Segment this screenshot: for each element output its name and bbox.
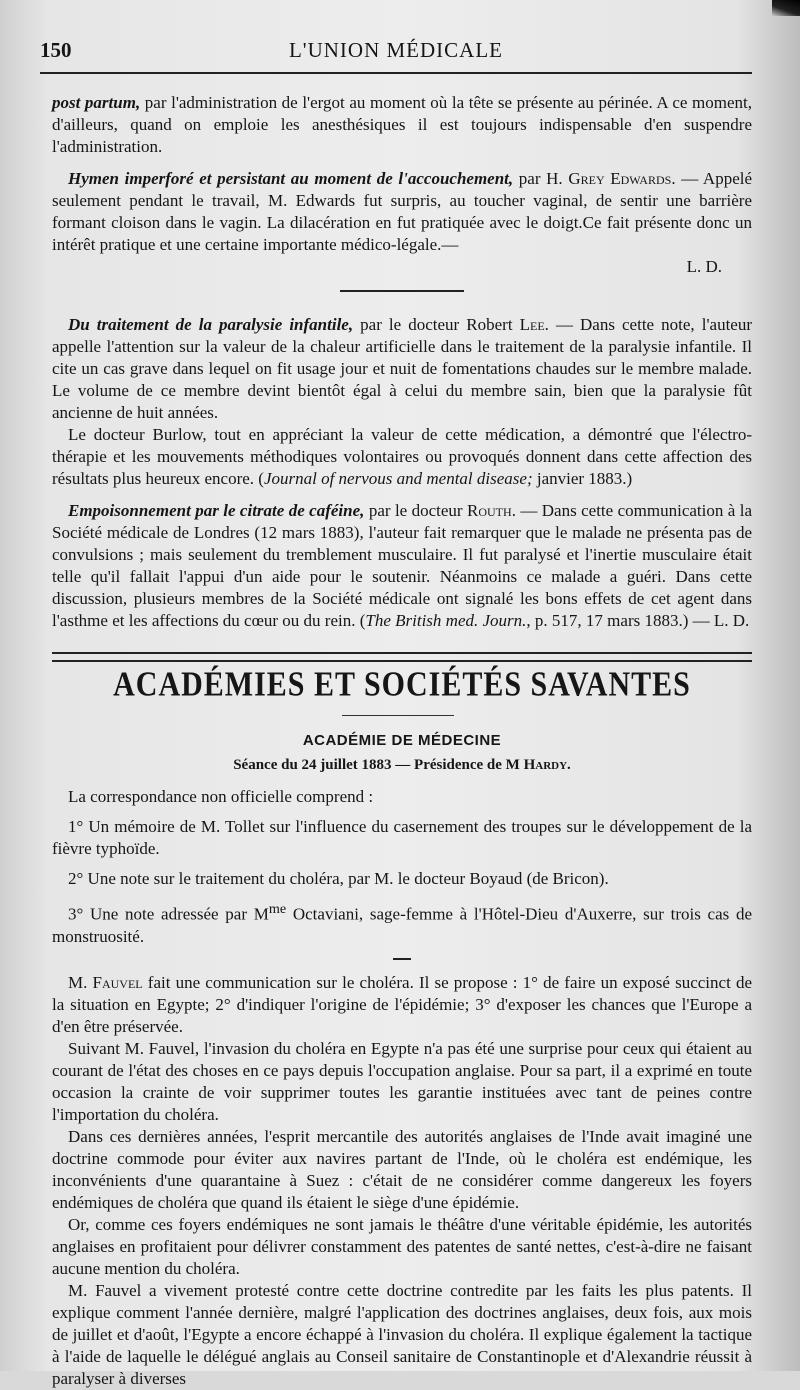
paragraph-tail: janvier 1883.)	[532, 469, 633, 488]
paragraph-hymen	[52, 168, 752, 256]
separator-rule	[340, 290, 464, 292]
author-name: Routh	[467, 501, 512, 520]
correspondance-intro: La correspondance non officielle comprend :	[68, 787, 374, 806]
seance-suffix: .	[567, 757, 571, 773]
lower-column	[52, 786, 752, 1390]
separator-rule	[393, 958, 411, 960]
paragraph-lead: Empoisonnement par le citrate de caféine,	[68, 501, 365, 520]
paragraph-body: par l'administration de l'ergot au moment où la tête se présente au périnée. A ce moment, d'ailleurs, quand on emploie les anesthésiques il est toujours indispensable d'en suspendre l'administration.	[52, 93, 752, 156]
page-header	[40, 38, 752, 72]
paragraph-tail: , p. 517, 17 mars 1883.) — L. D.	[526, 611, 750, 630]
paragraph-fauvel: Suivant M. Fauvel, l'invasion du choléra en Egypte n'a pas été une surprise pour ceux qui étaient au courant de l'état des choses en ce pays depuis l'occupation anglaise. Pour sa part, il a exprimé en toute occasion la crainte de voir supprimer toutes les garantie instituées avec tant de peines contre l'importation du choléra.	[52, 1038, 752, 1124]
paragraph-fauvel-intro	[52, 972, 752, 1038]
paragraph-body: . — Dans cette note, l'auteur appelle l'attention sur la valeur de la chaleur artificielle dans le traitement de la paralysie infantile. Il cite un cas grave dans lequel on fit usage jour et nuit de fomentations chaudes sur le membre malade. Le volume de ce membre devint bientôt égal à celui du membre sain, bien que la paralysie fût ancienne de huit années.	[52, 315, 752, 422]
paragraph-body: . — Dans cette communication à la Société médicale de Londres (12 mars 1883), l'auteur fait remarquer que le malade ne présenta pas de convulsions ; mais seulement du tremblement musculaire. Il fut paralysé et l'inertie musculaire était telle qu'il fallait l'appui d'un aide pour le soutenir. Néanmoins ce malade a guéri. Dans cette discussion, plusieurs membres de la Société médicale ont signalé les bons effets de cet agent dans l'asthme et les affections du cœur ou du rein. (	[52, 501, 752, 630]
paragraph-body: . — Appelé seulement pendant le travail, M. Edwards fut surpris, au toucher vaginal, de sentir une barrière formant cloison dans le vagin. La dilacération en fut pratiquée avec le doigt.Ce fait présente donc un intérêt pratique et une certaine importante médico-légale.—	[52, 169, 753, 254]
paragraph-by: par le docteur Robert	[353, 315, 520, 334]
page-number: 150	[40, 38, 72, 62]
paragraph-lead: Hymen imperforé et persistant au moment de l'accouchement,	[68, 169, 514, 188]
correspondance-item	[52, 898, 752, 948]
author-name: Lee	[519, 315, 545, 334]
paragraph-by: par le docteur	[364, 501, 468, 520]
journal-citation: The British med. Journ.	[365, 611, 527, 630]
paragraph-fauvel: Or, comme ces foyers endémiques ne sont jamais le théâtre d'une véritable épidémie, les autorités anglaises en profitaient pour délivrer constamment des patentes de santé nettes, c'est-à-dire ne faisant aucune mention du choléra.	[52, 1214, 752, 1278]
running-title: L'UNION MÉDICALE	[288, 38, 503, 62]
academy-heading: ACADÉMIE DE MÉDECINE	[302, 732, 502, 749]
paragraph-post-partum	[52, 92, 752, 158]
paragraph-burlow	[52, 424, 752, 490]
speaker-name: M. Fauvel	[68, 972, 143, 992]
section-title: ACADÉMIES ET SOCIÉTÉS SAVANTES	[113, 665, 691, 704]
paragraph-body: fait une communication sur le choléra. Il se propose : 1° de faire un exposé succinct de la situation en Egypte; 2° d'indiquer l'origine de l'épidémie; 3° d'exposer les chances que l'Europe a d'en être préservée.	[52, 972, 752, 1036]
correspondance-item: 1° Un mémoire de M. Tollet sur l'influence du casernement des troupes sur le développement de la fièvre typhoïde.	[52, 817, 752, 858]
paragraph-paralysie	[52, 314, 752, 424]
title-rule	[342, 715, 454, 716]
upper-column	[52, 92, 752, 632]
paragraph-fauvel: M. Fauvel a vivement protesté contre cette doctrine contredite par les faits les plus patents. Il explique comment l'année dernière, malgré l'application des doctrines anglaises, deux fois, aux mois de juillet et d'août, l'Egypte a encore échappé à l'invasion du choléra. Il explique également la tactique à l'aide de laquelle le délégué anglais au Conseil sanitaire de Constantinople et d'Alexandrie réussit à paralyser à diverses	[52, 1280, 752, 1388]
seance-line	[52, 757, 752, 774]
item-superscript: me	[268, 901, 287, 917]
author-name: Grey Edwards	[568, 169, 672, 188]
president-name: Hardy	[523, 757, 568, 773]
paragraph-body: Le docteur Burlow, tout en appréciant la valeur de cette médication, a démontré que l'électro-thérapie et les mouvements méthodiques volontaires ou provoqués donnent dans cette affection des résultats plus heureux encore. (	[52, 425, 752, 488]
section-double-rule	[52, 652, 752, 662]
signature: L. D.	[686, 257, 722, 276]
paragraph-by: par H.	[513, 169, 569, 188]
correspondance-item: 2° Une note sur le traitement du choléra, par M. le docteur Boyaud (de Bricon).	[68, 869, 609, 888]
seance-prefix: Séance du 24 juillet 1883 — Présidence de M	[233, 757, 524, 773]
paragraph-lead: post partum,	[52, 93, 141, 112]
header-rule	[40, 72, 752, 74]
page-corner-shadow	[772, 0, 800, 16]
paragraph-cafeine	[52, 500, 752, 632]
item-text: Octaviani, sage-femme à l'Hôtel-Dieu d'Auxerre, sur trois cas de monstruosité.	[52, 904, 752, 946]
paragraph-lead: Du traitement de la paralysie infantile,	[68, 315, 354, 334]
journal-citation: Journal of nervous and mental disease;	[263, 469, 533, 488]
paragraph-fauvel: Dans ces dernières années, l'esprit mercantile des autorités anglaises de l'Inde avait imaginé une doctrine commode pour éviter aux navires partant de l'Inde, où le choléra est endémique, les inconvénients d'une quarantaine à Suez : c'était de ne considérer comme dangereux les foyers endémiques de choléra que quand ils étaient le siège d'une épidémie.	[52, 1126, 752, 1212]
item-text: 3° Une note adressée par M	[68, 904, 269, 924]
